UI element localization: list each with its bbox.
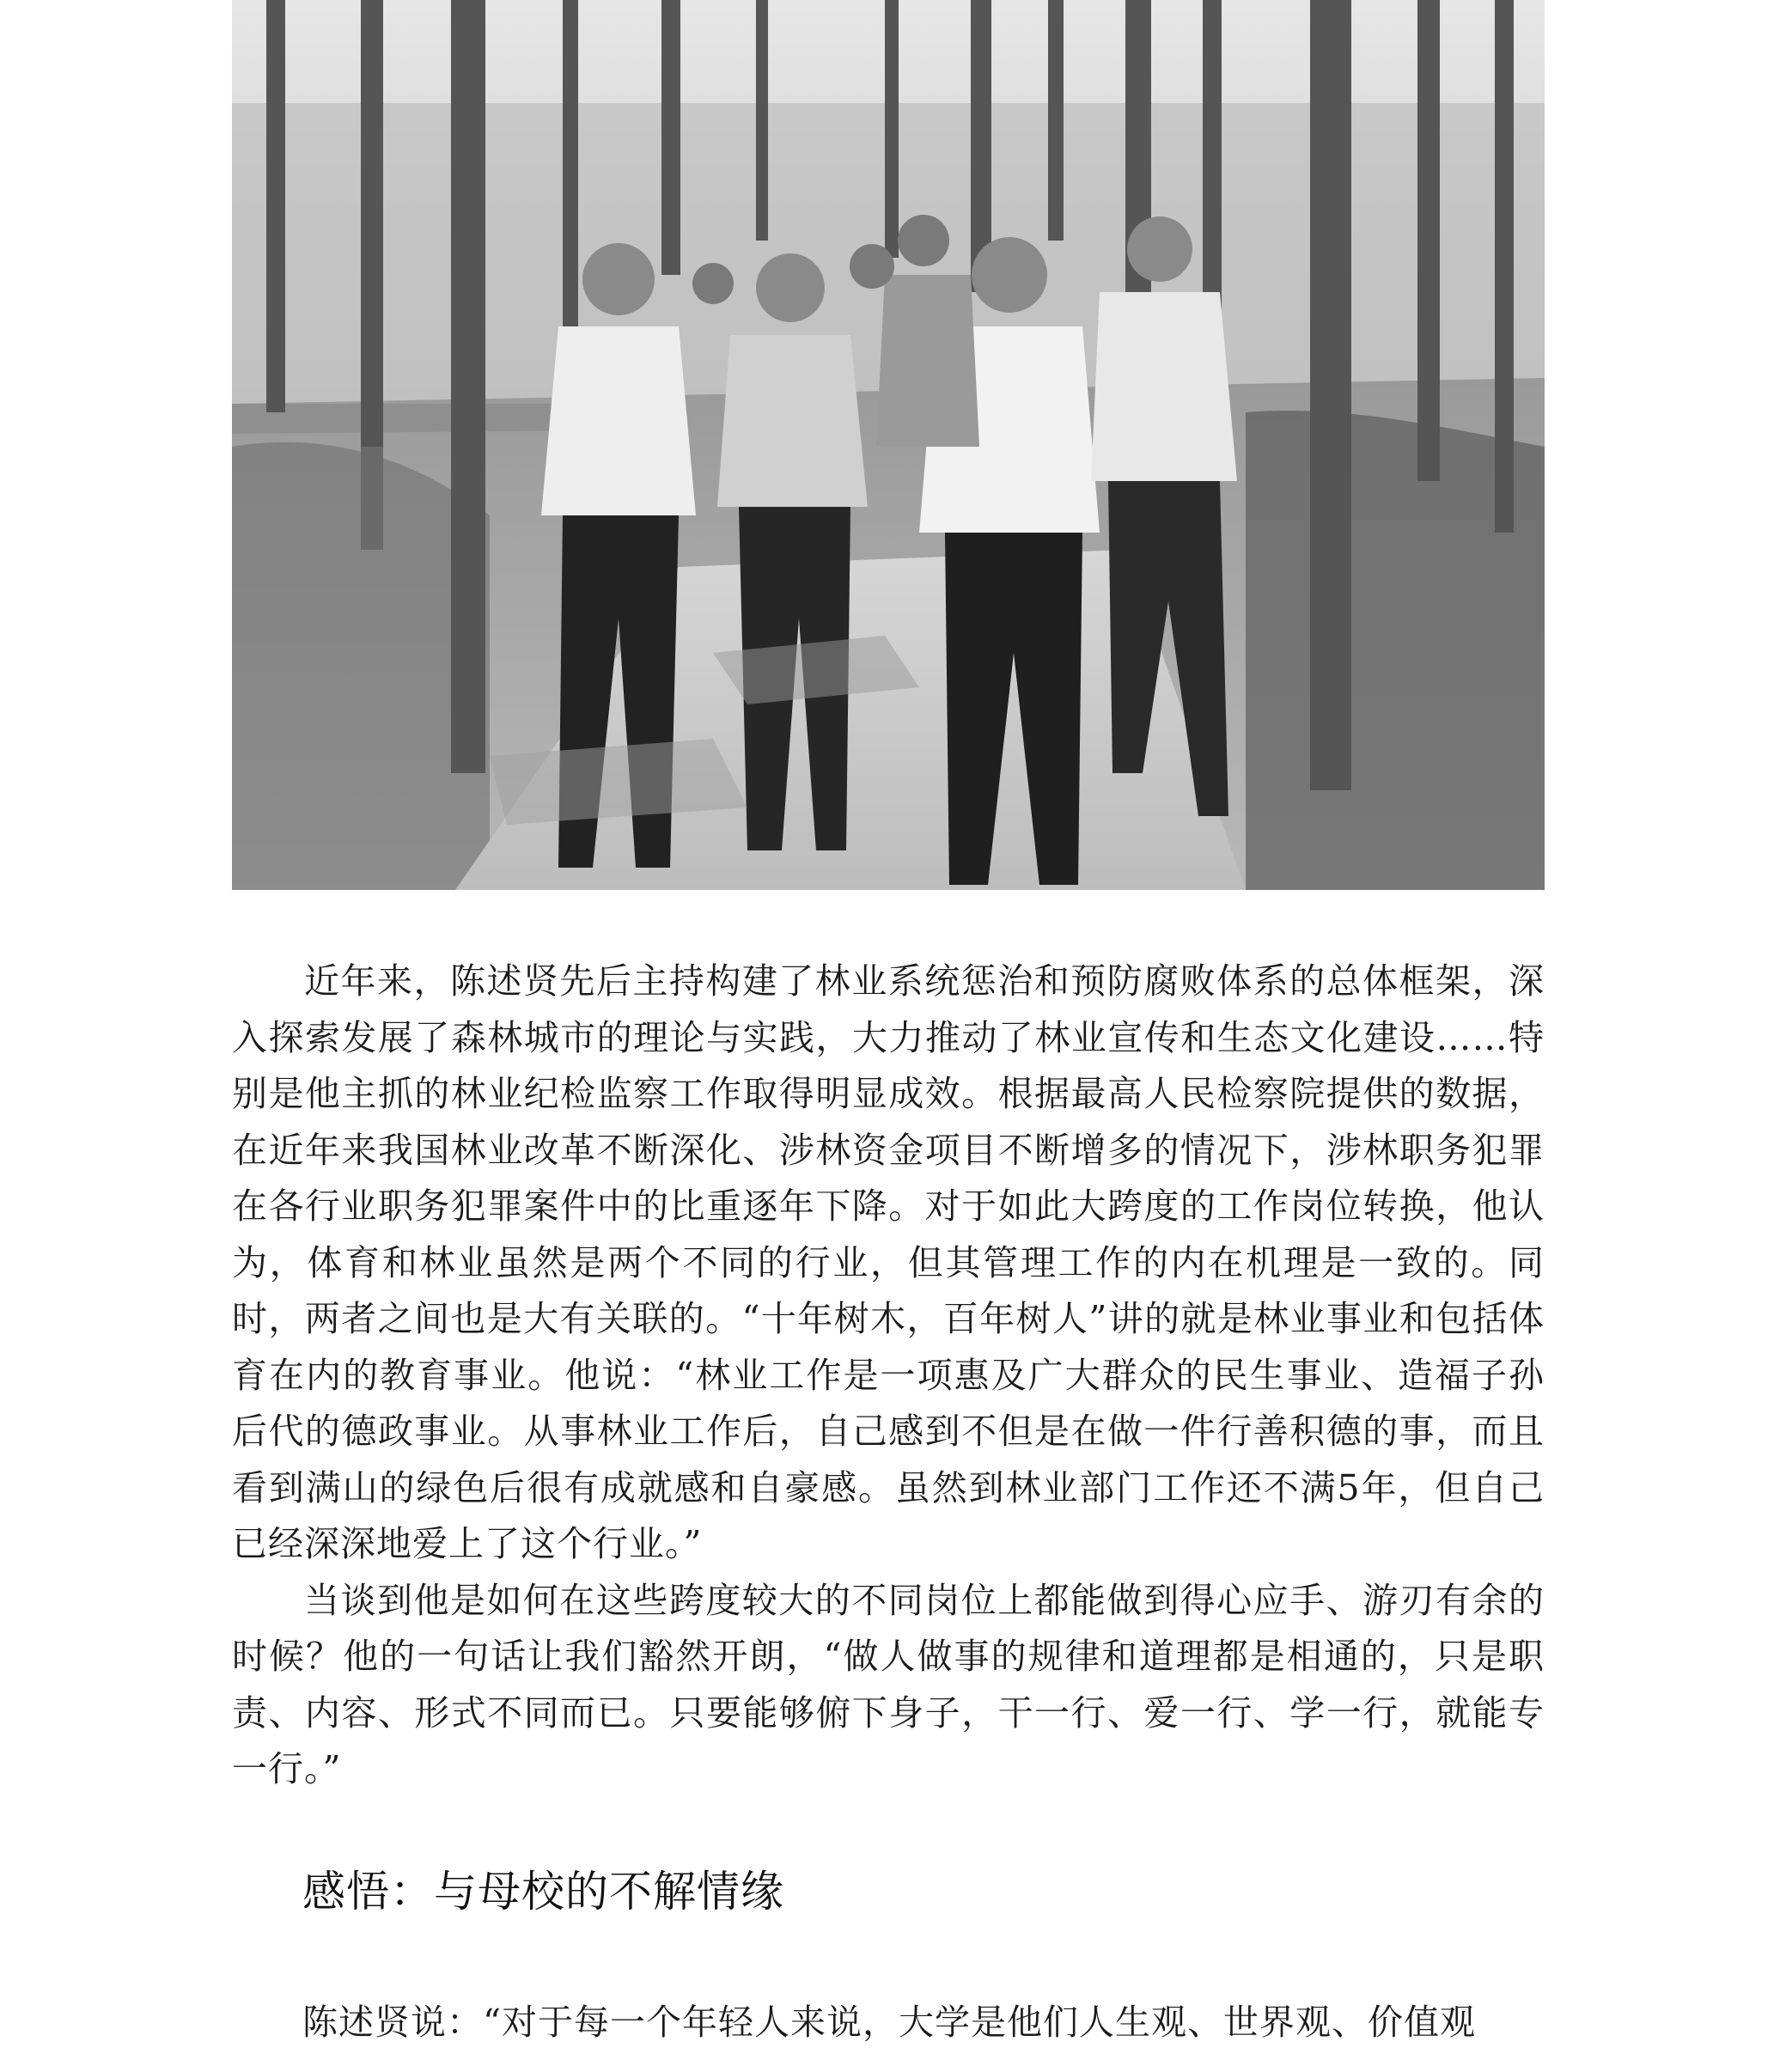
article-body bbox=[232, 954, 1545, 1798]
paragraph-2: 当谈到他是如何在这些跨度较大的不同岗位上都能做到得心应手、游刃有余的时候？他的一句话让我们豁然开朗，“做人做事的规律和道理都是相通的，只是职责、内容、形式不同而已。只要能够俯下身子，干一行、爱一行、学一行，就能专一行。” bbox=[232, 1579, 1545, 1789]
paragraph-1: 近年来，陈述贤先后主持构建了林业系统惩治和预防腐败体系的总体框架，深入探索发展了森林城市的理论与实践，大力推动了林业宣传和生态文化建设……特别是他主抓的林业纪检监察工作取得明显成效。根据最高人民检察院提供的数据，在近年来我国林业改革不断深化、涉林资金项目不断增多的情况下，涉林职务犯罪在各行业职务犯罪案件中的比重逐年下降。对于如此大跨度的工作岗位转换，他认为，体育和林业虽然是两个不同的行业，但其管理工作的内在机理是一致的。同时，两者之间也是大有关联的。“十年树木，百年树人”讲的就是林业事业和包括体育在内的教育事业。他说：“林业工作是一项惠及广大群众的民生事业、造福子孙后代的德政事业。从事林业工作后，自己感到不但是在做一件行善积德的事，而且看到满山的绿色后很有成就感和自豪感。虽然到林业部门工作还不满5年，但自己已经深深地爱上了这个行业。” bbox=[232, 960, 1545, 1564]
photo-officials-walking-in-forest bbox=[232, 0, 1545, 890]
paragraph-3-first-line: 陈述贤说：“对于每一个年轻人来说，大学是他们人生观、世界观、价值观 bbox=[302, 2002, 1476, 2043]
section-heading: 感悟：与母校的不解情缘 bbox=[302, 1867, 784, 1917]
forest-photo-illustration bbox=[232, 0, 1545, 890]
